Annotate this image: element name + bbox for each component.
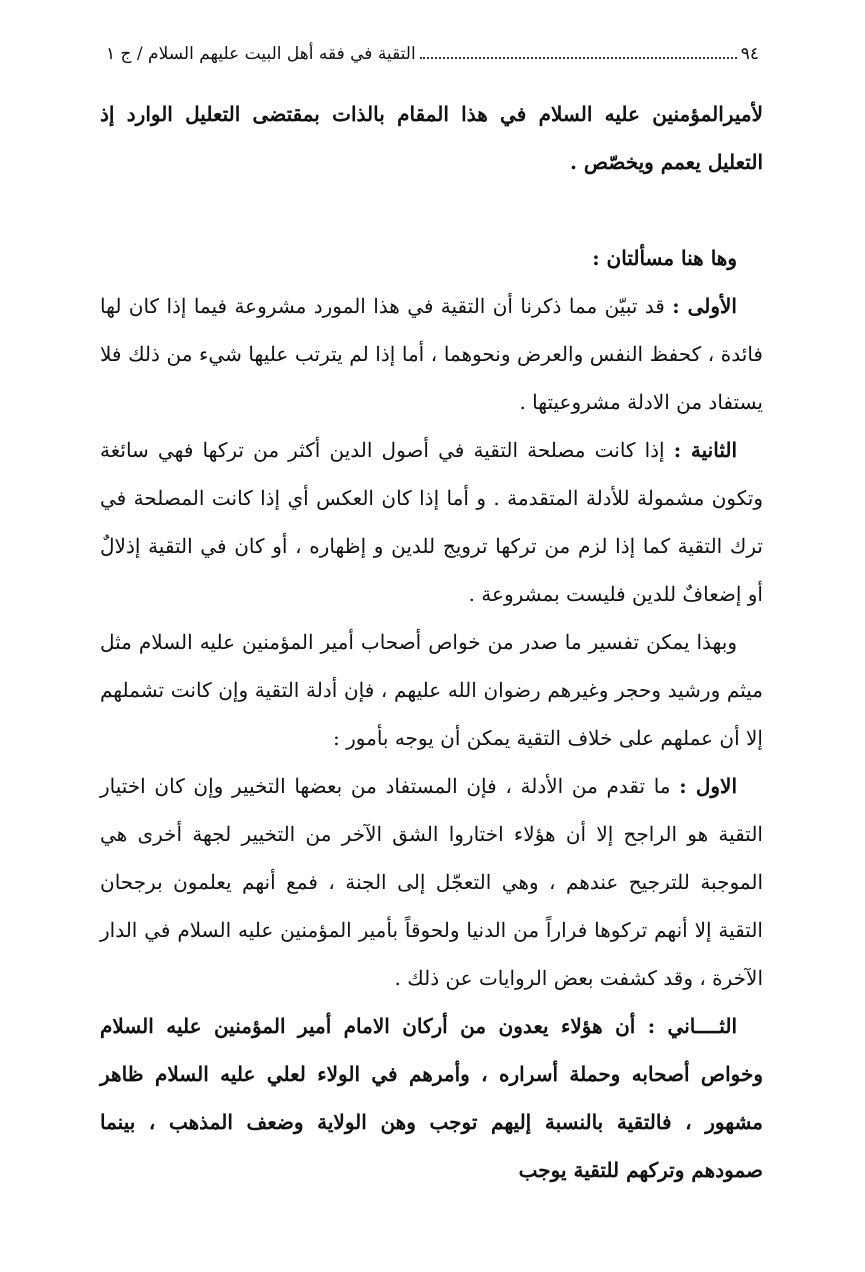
paragraph-lead: الثانية : (673, 438, 737, 462)
paragraph-reason-two (100, 1002, 763, 1194)
paragraph-lead: الأولى : (672, 294, 737, 318)
body-text (100, 90, 763, 1194)
paragraph-lead: الاول : (679, 774, 737, 798)
book-title: التقية في فقه أهل البيت عليهم السلام / ج ١ (106, 44, 416, 64)
page-number: ٩٤ (740, 44, 759, 64)
paragraph-first-issue (100, 282, 763, 426)
paragraph-text: قد تبيّن مما ذكرنا أن التقية في هذا المورد مشروعة فيما إذا كان لها فائدة ، كحفظ النفس والعرض ونحوهما ، أما إذا لم يترتب عليها شيء من ذلك فلا يستفاد من الادلة مشروعيتها . (100, 294, 763, 414)
paragraph-lead: الثــــاني : (647, 1014, 737, 1038)
blank-line (100, 186, 763, 234)
paragraph-text: ما تقدم من الأدلة ، فإن المستفاد من بعضها التخيير وإن كان اختيار التقية هو الراجح إلا أن هؤلاء اختاروا الشق الآخر من التخيير لجهة أخرى هي الموجبة للترجيح عندهم ، وهي التعجّل إلى الجنة ، فمع أنهم يعلمون برجحان التقية إلا أنهم تركوها فراراً من الدنيا ولحوقاً بأمير المؤمنين عليه السلام في الدار الآخرة ، وقد كشفت بعض الروايات عن ذلك . (100, 774, 763, 990)
paragraph-text: أن هؤلاء يعدون من أركان الامام أمير المؤمنين عليه السلام وخواص أصحابه وحملة أسراره ، وأمرهم في الولاء لعلي عليه السلام ظاهر مشهور ، فالتقية بالنسبة إليهم توجب وهن الولاية وضعف المذهب ، بينما صمودهم وتركهم للتقية يوجب (100, 1014, 763, 1182)
section-heading: وها هنا مسألتان : (592, 246, 737, 270)
paragraph-continuation: لأميرالمؤمنين عليه السلام في هذا المقام بالذات بمقتضى التعليل الوارد إذ التعليل يعمم ويخصّص . (100, 102, 763, 174)
leader-dots (420, 57, 737, 59)
paragraph-text: إذا كانت مصلحة التقية في أصول الدين أكثر من تركها فهي سائغة وتكون مشمولة للأدلة المتقدمة . و أما إذا كان العكس أي إذا كانت المصلحة في ترك التقية كما إذا لزم من تركها ترويج للدين و إظهاره ، أو كان في التقية إذلالٌ أو إضعافٌ للدين فليست بمشروعة . (100, 438, 763, 606)
running-header (100, 32, 763, 66)
paragraph-reason-one (100, 762, 763, 1002)
paragraph-second-issue (100, 426, 763, 618)
paragraph-explanation: وبهذا يمكن تفسير ما صدر من خواص أصحاب أمير المؤمنين عليه السلام مثل ميثم ورشيد وحجر وغيرهم رضوان الله عليهم ، فإن أدلة التقية وإن كانت تشملهم إلا أن عملهم على خلاف التقية يمكن أن يوجه بأمور : (100, 630, 763, 750)
